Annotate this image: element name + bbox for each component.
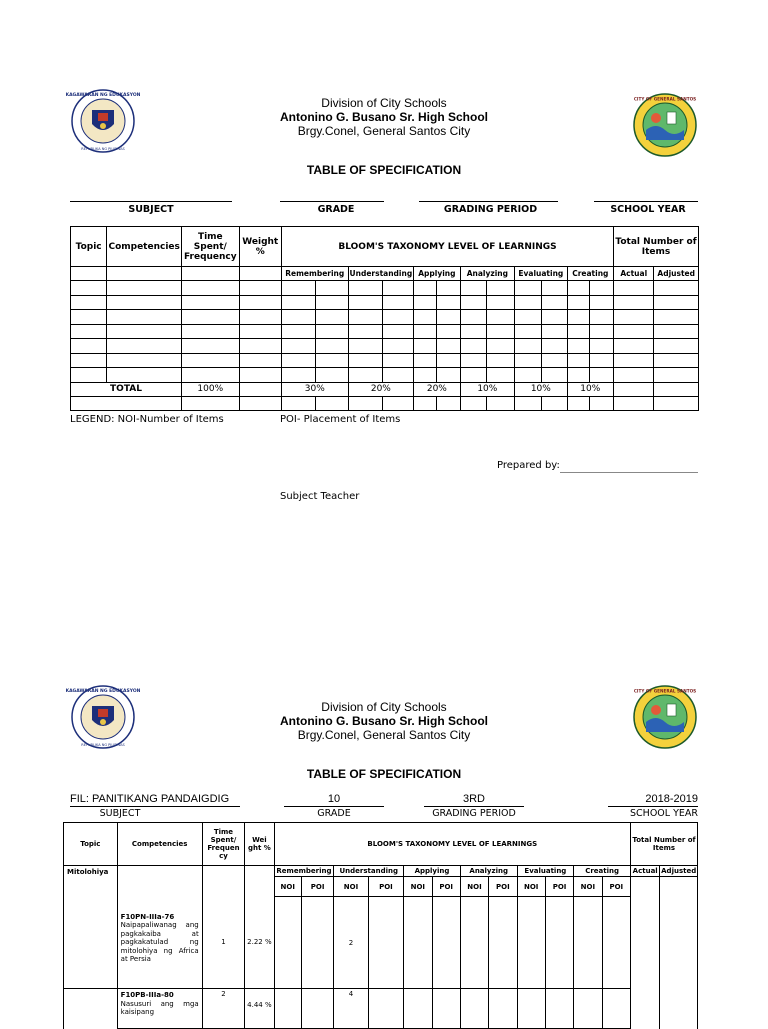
- grade-value: 10: [327, 793, 341, 805]
- head-weight: Weight %: [239, 227, 281, 267]
- level-evaluating: Evaluating: [515, 267, 567, 281]
- grade-line: [284, 806, 384, 807]
- head-topic: Topic: [71, 227, 107, 267]
- head-adjusted: Adjusted: [661, 867, 697, 875]
- remembering-noi-cell: [274, 897, 301, 989]
- division-name: Division of City Schools: [321, 700, 447, 714]
- svg-text:REPUBLIKA NG PILIPINAS: REPUBLIKA NG PILIPINAS: [81, 147, 125, 151]
- competency-code: F10PB-IIIa-80: [120, 991, 174, 999]
- table-row: [64, 989, 698, 1029]
- grading-period-label: GRADING PERIOD: [443, 204, 538, 215]
- table-row: [71, 295, 699, 310]
- competency-description: Naipapaliwanag ang pagkakaiba at pagkakatulad ng mitolohiya ng Africa at Persia: [120, 921, 199, 963]
- table-row: [71, 368, 699, 383]
- school-year-value: 2018-2019: [645, 793, 698, 805]
- subject-label: SUBJECT: [99, 808, 141, 819]
- competency-cell-1: [117, 897, 202, 989]
- head-poi: POI: [301, 877, 333, 897]
- division-name: Division of City Schools: [321, 96, 447, 110]
- total-applying: 20%: [414, 382, 460, 397]
- head-time-spent: Time Spent/ Frequen cy: [202, 823, 245, 866]
- table-row: [71, 310, 699, 325]
- school-name: Antonino G. Busano Sr. High School: [280, 110, 488, 124]
- school-year-label: SCHOOL YEAR: [610, 204, 686, 215]
- understanding-noi-cell: 2: [334, 897, 368, 989]
- table-row: [64, 897, 698, 989]
- level-remembering: Remembering: [281, 267, 348, 281]
- total-time: 100%: [182, 382, 240, 397]
- head-noi: NOI: [334, 877, 368, 897]
- subject-value: FIL: PANITIKANG PANDAIGDIG: [70, 793, 230, 805]
- page1-title: TABLE OF SPECIFICATION: [306, 163, 462, 177]
- head-time-spent: Time Spent/ Frequency: [182, 227, 240, 267]
- school-address: Brgy.Conel, General Santos City: [297, 728, 471, 742]
- level-analyzing: Analyzing: [460, 267, 515, 281]
- grading-period-label: GRADING PERIOD: [432, 808, 516, 819]
- head-competencies: Competencies: [107, 227, 182, 267]
- subject-line: [70, 201, 232, 202]
- head-poi: POI: [489, 877, 517, 897]
- head-actual: Actual: [614, 267, 654, 281]
- svg-text:CITY OF GENERAL SANTOS: CITY OF GENERAL SANTOS: [633, 688, 697, 694]
- level-remembering: Remembering: [274, 866, 334, 877]
- grade-label: GRADE: [317, 808, 351, 819]
- weight-cell: 4.44 %: [245, 989, 274, 1029]
- time-cell: 1: [202, 897, 245, 989]
- page2-header: [0, 700, 768, 742]
- head-competencies: Competencies: [117, 823, 202, 866]
- weight-cell: 2.22 %: [245, 897, 274, 989]
- grading-period-line: [424, 806, 524, 807]
- competency-description: Nasusuri ang mga kaisipang: [120, 999, 199, 1016]
- tos-table-filled: [63, 822, 698, 1029]
- subject-line: [70, 806, 240, 807]
- head-weight: Wei ght %: [245, 823, 274, 866]
- level-creating: Creating: [574, 866, 631, 877]
- level-analyzing: Analyzing: [460, 866, 517, 877]
- remembering-noi-cell: [274, 989, 301, 1029]
- page1-header: [0, 96, 768, 138]
- head-topic: Topic: [64, 823, 118, 866]
- school-year-label: SCHOOL YEAR: [630, 808, 698, 819]
- total-evaluating: 10%: [515, 382, 567, 397]
- head-noi: NOI: [274, 877, 301, 897]
- competency-cell-2: [117, 989, 202, 1029]
- head-poi: POI: [432, 877, 460, 897]
- svg-text:CITY OF GENERAL SANTOS: CITY OF GENERAL SANTOS: [633, 96, 697, 102]
- head-poi: POI: [602, 877, 630, 897]
- level-creating: Creating: [567, 267, 613, 281]
- table-row: [71, 324, 699, 339]
- head-total-items: Total Number of Items: [631, 823, 698, 866]
- prepared-by-line: [560, 472, 698, 473]
- subject-teacher-label: Subject Teacher: [280, 491, 360, 502]
- level-evaluating: Evaluating: [517, 866, 574, 877]
- total-remembering: 30%: [281, 382, 348, 397]
- topic-cell-2: [64, 989, 118, 1029]
- total-creating: 10%: [567, 382, 613, 397]
- tos-table-blank: [70, 226, 699, 411]
- head-actual: Actual: [631, 866, 660, 877]
- time-cell: 2: [202, 989, 245, 1029]
- grade-line: [280, 201, 384, 202]
- level-applying: Applying: [414, 267, 460, 281]
- school-year-line: [594, 201, 698, 202]
- head-noi: NOI: [517, 877, 545, 897]
- understanding-noi-cell: 4: [334, 989, 368, 1029]
- head-blooms: BLOOM'S TAXONOMY LEVEL OF LEARNINGS: [274, 823, 630, 866]
- grading-period-value: 3RD: [462, 793, 485, 805]
- school-address: Brgy.Conel, General Santos City: [297, 124, 471, 138]
- head-poi: POI: [368, 877, 403, 897]
- table-row: [71, 281, 699, 296]
- school-year-line: [608, 806, 698, 807]
- total-row: [71, 382, 699, 397]
- head-poi: POI: [545, 877, 573, 897]
- head-adjusted: Adjusted: [654, 267, 699, 281]
- table-row: [71, 339, 699, 354]
- grading-period-line: [419, 201, 558, 202]
- total-understanding: 20%: [348, 382, 414, 397]
- topic-cell-1: Mitolohiya: [64, 866, 118, 989]
- svg-text:REPUBLIKA NG PILIPINAS: REPUBLIKA NG PILIPINAS: [81, 743, 125, 747]
- page2-title: TABLE OF SPECIFICATION: [306, 767, 462, 781]
- head-noi: NOI: [404, 877, 432, 897]
- head-noi: NOI: [460, 877, 488, 897]
- subject-label: SUBJECT: [128, 204, 174, 215]
- svg-text:KAGAWARAN NG EDUKASYON: KAGAWARAN NG EDUKASYON: [65, 689, 141, 694]
- level-understanding: Understanding: [334, 866, 404, 877]
- head-blooms: BLOOM'S TAXONOMY LEVEL OF LEARNINGS: [281, 227, 613, 267]
- head-noi: NOI: [574, 877, 602, 897]
- svg-text:KAGAWARAN NG EDUKASYON: KAGAWARAN NG EDUKASYON: [65, 93, 141, 98]
- total-analyzing: 10%: [460, 382, 515, 397]
- table-row: [71, 353, 699, 368]
- level-applying: Applying: [404, 866, 461, 877]
- competency-code: F10PN-IIIa-76: [120, 912, 175, 921]
- legend-poi: POI- Placement of Items: [280, 414, 401, 425]
- legend-noi: LEGEND: NOI-Number of Items: [70, 414, 224, 425]
- table-row: [71, 397, 699, 411]
- school-name: Antonino G. Busano Sr. High School: [280, 714, 488, 728]
- total-label: TOTAL: [71, 382, 182, 397]
- level-understanding: Understanding: [348, 267, 414, 281]
- prepared-by-label: Prepared by:: [497, 460, 560, 471]
- grade-label: GRADE: [317, 204, 355, 215]
- head-total-items: Total Number of Items: [614, 227, 699, 267]
